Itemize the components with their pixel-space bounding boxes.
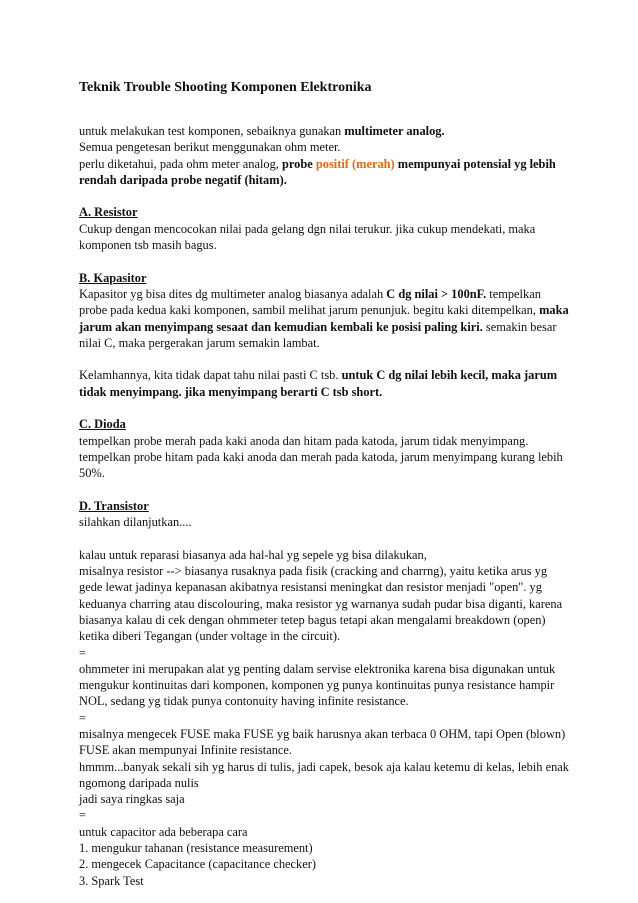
note-paragraph: jadi saya ringkas saja bbox=[79, 792, 185, 807]
intro-text: untuk melakukan test komponen, sebaiknya gunakan bbox=[79, 124, 345, 138]
resistor-text: Cukup dengan mencocokan nilai pada gelang dgn nilai terukur. jika cukup mendekati, maka komponen tsb masih bagus. bbox=[79, 221, 536, 253]
page-title: Teknik Trouble Shooting Komponen Elektronika bbox=[79, 80, 372, 95]
note-paragraph: misalnya resistor --> biasanya rusaknya pada fisik (cracking and charrng), yaitu ketika arus yg gede lewat jadinya kepanasan akibatnya resistansi meningkat dan resistor menjadi "open". yg keduanya charring atau discolouring, maka resistor yg warnanya sudah pudar bisa diganti, karena biasanya kalau di cek dengan ohmmeter tetep bagus tetapi akan mengalami breakdown (open) ketika diberi Tegangan (under voltage in the circuit). bbox=[79, 564, 563, 644]
list-item: 1. mengukur tahanan (resistance measurement) bbox=[79, 841, 313, 856]
kapasitor-paragraph-1 bbox=[79, 286, 569, 351]
dioda-line-2: tempelkan probe hitam pada kaki anoda dan merah pada katoda, jarum menyimpang kurang lebih 50%. bbox=[79, 449, 563, 481]
kapasitor-text: tempelkan probe pada kedua kaki komponen, sambil melihat jarum penunjuk. begitu kaki ditempelkan, bbox=[79, 286, 541, 318]
probe-emphasis: probe bbox=[282, 156, 316, 171]
probe-positive-highlight: positif (merah) bbox=[315, 156, 395, 171]
transistor-heading: D. Transistor bbox=[79, 498, 149, 513]
separator: = bbox=[79, 808, 86, 823]
kapasitor-paragraph-2 bbox=[79, 367, 569, 400]
kapasitor-short-emphasis: untuk C dg nilai lebih kecil, maka jarum tidak menyimpang. jika menyimpang berarti C tsb short. bbox=[79, 368, 558, 399]
transistor-section bbox=[79, 498, 569, 531]
resistor-section bbox=[79, 204, 569, 253]
intro-text: perlu diketahui, pada ohm meter analog, bbox=[79, 156, 282, 171]
multimeter-emphasis: multimeter analog. bbox=[344, 124, 445, 138]
intro-section bbox=[79, 123, 569, 188]
list-item: 3. Spark Test bbox=[79, 873, 144, 888]
kapasitor-section bbox=[79, 270, 569, 400]
transistor-text: silahkan dilanjutkan.... bbox=[79, 515, 192, 530]
note-paragraph: misalnya mengecek FUSE maka FUSE yg baik harusnya akan terbaca 0 OHM, tapi Open (blown) FUSE akan mempunyai Infinite resistance. bbox=[79, 726, 566, 758]
note-paragraph: untuk capacitor ada beberapa cara bbox=[79, 824, 248, 839]
notes-section bbox=[79, 547, 569, 889]
kapasitor-text: Kapasitor yg bisa dites dg multimeter analog biasanya adalah bbox=[79, 286, 387, 301]
note-paragraph: kalau untuk reparasi biasanya ada hal-hal yg sepele yg bisa dilakukan, bbox=[79, 547, 427, 562]
dioda-line-1: tempelkan probe merah pada kaki anoda dan hitam pada katoda, jarum tidak menyimpang. bbox=[79, 433, 529, 448]
dioda-section bbox=[79, 416, 569, 481]
intro-line-2: Semua pengetesan berikut menggunakan ohm meter. bbox=[79, 140, 341, 155]
dioda-heading: C. Dioda bbox=[79, 417, 126, 432]
intro-line-1 bbox=[79, 123, 569, 139]
intro-line-3 bbox=[79, 156, 569, 189]
kapasitor-value-emphasis: C dg nilai > 100nF. bbox=[386, 286, 487, 301]
separator: = bbox=[79, 710, 86, 725]
separator: = bbox=[79, 645, 86, 660]
kapasitor-heading: B. Kapasitor bbox=[79, 270, 147, 285]
kapasitor-text: semakin besar nilai C, maka pergerakan jarum semakin lambat. bbox=[79, 319, 557, 350]
note-paragraph: hmmm...banyak sekali sih yg harus di tulis, jadi capek, besok aja kalau ketemu di kelas, lebih enak ngomong daripada nulis bbox=[79, 759, 569, 790]
document-body bbox=[79, 123, 569, 889]
list-item: 2. mengecek Capacitance (capacitance checker) bbox=[79, 857, 316, 872]
probe-potential-emphasis: mempunyai potensial yg lebih rendah daripada probe negatif (hitam). bbox=[79, 156, 556, 187]
kapasitor-needle-emphasis: maka jarum akan menyimpang sesaat dan kemudian kembali ke posisi paling kiri. bbox=[79, 303, 569, 334]
kapasitor-text: Kelamhannya, kita tidak dapat tahu nilai pasti C tsb. bbox=[79, 368, 342, 383]
note-paragraph: ohmmeter ini merupakan alat yg penting dalam servise elektronika karena bisa digunakan untuk mengukur kontinuitas dari komponen, komponen yg punya kontinuitas punya resistance hampir NOL, sedang yg tidak punya contonuity having infinite resistance. bbox=[79, 661, 556, 709]
resistor-heading: A. Resistor bbox=[79, 205, 138, 220]
